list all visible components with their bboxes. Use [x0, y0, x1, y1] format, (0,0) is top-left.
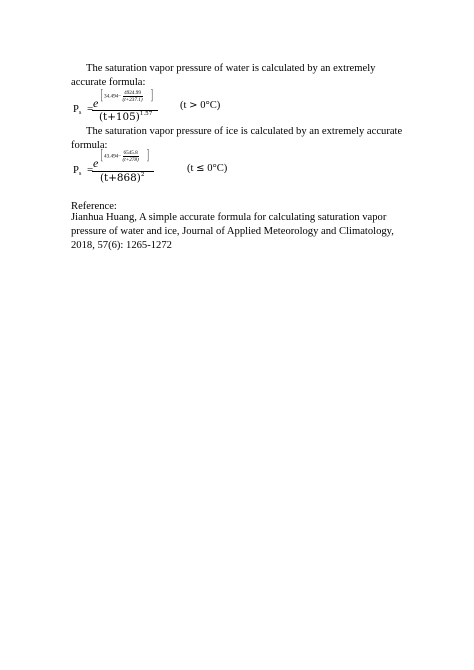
- water-e-base: e: [93, 96, 99, 110]
- water-exponent: [104, 90, 143, 103]
- ice-exp-constant: 43.494−: [104, 153, 122, 160]
- ice-ps-letter: P: [73, 165, 79, 176]
- water-condition: [180, 100, 220, 111]
- ice-den-text: (t+868): [100, 172, 141, 184]
- ice-e-base: e: [93, 156, 99, 170]
- reference-heading: Reference:: [71, 201, 117, 212]
- ice-ps-subscript: s: [78, 170, 82, 177]
- water-condition-value: 0°C): [200, 100, 221, 111]
- ice-intro-paragraph: The saturation vapor pressure of ice is calculated by an extremely accurate formula:: [71, 126, 403, 151]
- water-ps-symbol: [73, 104, 81, 116]
- water-equals-sign: =: [87, 103, 94, 115]
- water-condition-operator: >: [189, 100, 198, 111]
- ice-exp-numerator: 6545.8: [123, 150, 138, 156]
- ice-exp-left-bracket: [: [101, 147, 103, 163]
- water-exp-fraction: [123, 90, 143, 103]
- water-denominator: [99, 111, 152, 123]
- ice-equals-sign: =: [87, 164, 94, 176]
- reference-citation: Jianhua Huang, A simple accurate formula for calculating saturation vapor pressure of water and ice, Journal of Applied Meteorology and Climatology, 2018, 57(6): 1265-1272: [71, 212, 394, 251]
- water-exp-right-bracket: ]: [151, 87, 153, 103]
- water-exp-denominator: (t+237.1): [122, 97, 143, 103]
- ice-den-power: 2: [140, 172, 145, 178]
- ice-exp-right-bracket: ]: [147, 147, 149, 163]
- ice-exp-fraction: [123, 150, 139, 163]
- water-den-power: 1.57: [139, 111, 153, 117]
- ice-exp-denominator: (t+278): [122, 157, 139, 163]
- ice-exponent: [104, 150, 139, 163]
- ice-denominator: [100, 172, 144, 184]
- water-intro-paragraph: The saturation vapor pressure of water is calculated by an extremely accurate formula:: [71, 63, 376, 88]
- ice-condition-value: 0°C): [207, 163, 228, 174]
- water-ps-subscript: s: [78, 109, 82, 116]
- ice-condition: [187, 163, 227, 174]
- water-ps-letter: P: [73, 104, 79, 115]
- water-exp-constant: 34.494−: [104, 93, 122, 100]
- water-exp-numerator: 4924.99: [124, 90, 141, 96]
- water-den-text: (t+105): [99, 111, 140, 123]
- ice-condition-var: (t: [187, 163, 194, 174]
- ice-condition-operator: ≤: [196, 163, 205, 174]
- ice-ps-symbol: [73, 165, 81, 177]
- water-condition-var: (t: [180, 100, 187, 111]
- water-exp-left-bracket: [: [101, 87, 103, 103]
